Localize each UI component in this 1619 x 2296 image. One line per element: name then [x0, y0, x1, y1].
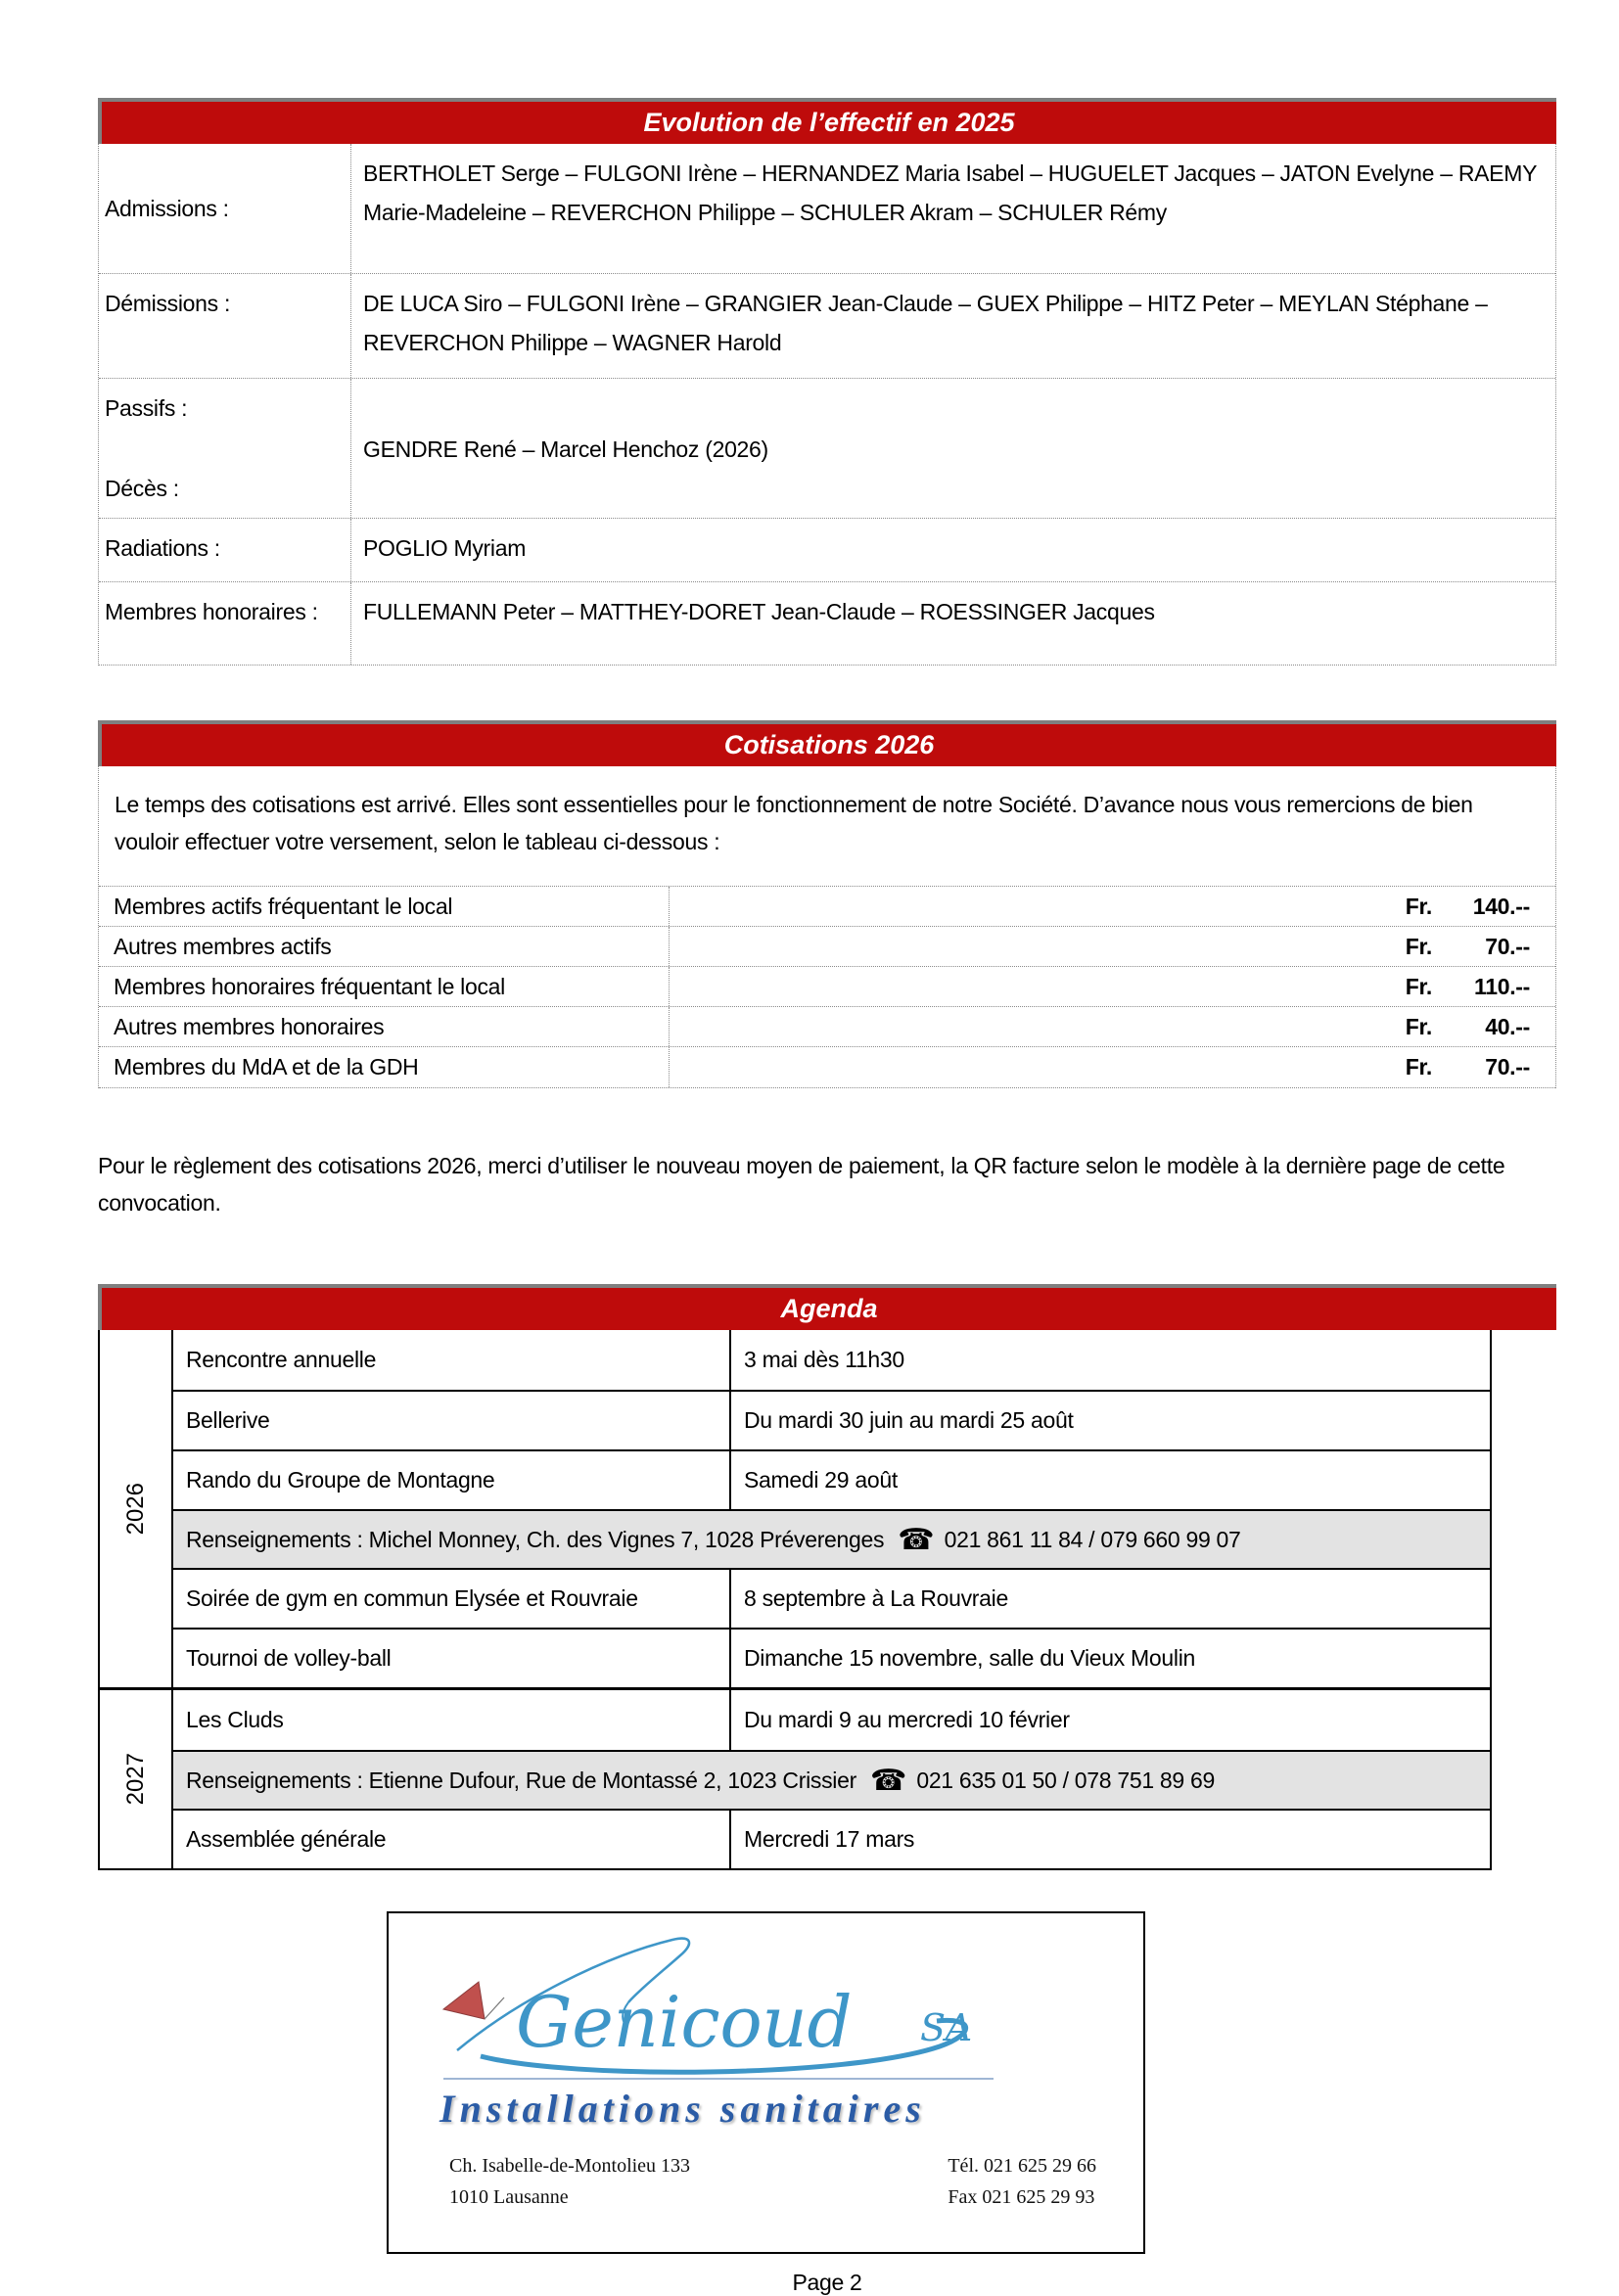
sponsor-tagline: Installations sanitaires — [439, 2087, 926, 2131]
amount: 70.-- — [1485, 1054, 1530, 1079]
event-cell: Rencontre annuelle — [173, 1330, 731, 1390]
passifs-label: Passifs : — [105, 395, 188, 421]
row-value: POGLIO Myriam — [363, 535, 527, 561]
sponsor-name: Genicoud — [516, 1981, 853, 2063]
payment-note: Pour le règlement des cotisations 2026, merci d’utiliser le nouveau moyen de paiement, la QR facture selon le modèle à la dernière page de cette convocation. — [98, 1153, 1505, 1216]
cotisations-section — [98, 720, 1556, 1088]
date-cell: Mercredi 17 mars — [731, 1809, 1490, 1868]
currency: Fr. — [1405, 933, 1432, 959]
row-label: Radiations : — [99, 519, 351, 581]
table-row — [99, 274, 1555, 379]
event-cell: Rando du Groupe de Montagne — [173, 1449, 731, 1509]
address-block — [449, 2150, 690, 2213]
event-cell: Bellerive — [173, 1390, 731, 1449]
agenda-table — [98, 1330, 1492, 1870]
page-number: Page 2 — [792, 2270, 862, 2295]
spacer — [363, 389, 1550, 430]
phone-icon: ☎ — [869, 1764, 907, 1797]
fee-amount — [670, 974, 1555, 1000]
fee-label: Membres actifs fréquentant le local — [99, 887, 670, 926]
amount: 140.-- — [1472, 893, 1530, 919]
row-label — [99, 379, 351, 518]
cotisations-body — [98, 766, 1556, 1088]
row-value: BERTHOLET Serge – FULGONI Irène – HERNANDEZ Maria Isabel – HUGUELET Jacques – JATON Evelyne – RAEMY Marie-Madeleine – REVERCHON Philippe – SCHULER Akram – SCHULER Rémy — [363, 161, 1537, 225]
fee-row — [99, 1047, 1555, 1087]
deces-label: Décès : — [105, 476, 179, 501]
fax-line: Fax 021 625 29 93 — [948, 2186, 1095, 2208]
info-cell — [173, 1509, 1490, 1568]
fee-row — [99, 927, 1555, 967]
fee-label: Autres membres honoraires — [99, 1007, 670, 1046]
fee-label: Membres honoraires fréquentant le local — [99, 967, 670, 1006]
info-phone: 021 861 11 84 / 079 660 99 07 — [944, 1526, 1241, 1552]
effectif-header — [98, 98, 1556, 144]
amount: 70.-- — [1485, 933, 1530, 959]
fee-amount — [670, 934, 1555, 960]
fee-amount — [670, 1054, 1555, 1080]
info-text: Renseignements : Etienne Dufour, Rue de Montassé 2, 1023 Crissier — [186, 1767, 856, 1793]
fee-amount — [670, 894, 1555, 920]
date-cell: Dimanche 15 novembre, salle du Vieux Moulin — [731, 1628, 1490, 1687]
row-value: FULLEMANN Peter – MATTHEY-DORET Jean-Claude – ROESSINGER Jacques — [363, 599, 1155, 624]
fee-row — [99, 887, 1555, 927]
year-label: 2027 — [121, 1753, 149, 1806]
agenda-section — [98, 1284, 1556, 1870]
row-label: Démissions : — [99, 274, 351, 378]
table-row — [99, 582, 1555, 665]
effectif-title: Evolution de l’effectif en 2025 — [643, 108, 1015, 137]
year-label: 2026 — [121, 1482, 149, 1536]
sponsor-address — [449, 2150, 1096, 2213]
divider — [443, 2078, 994, 2080]
address-line1: Ch. Isabelle-de-Montolieu 133 — [449, 2155, 691, 2177]
table-row — [99, 379, 1555, 519]
info-text: Renseignements : Michel Monney, Ch. des Vignes 7, 1028 Préverenges — [186, 1526, 885, 1552]
genicoud-logo-icon — [426, 1931, 1052, 2088]
currency: Fr. — [1405, 893, 1432, 919]
agenda-group-2026 — [100, 1330, 1490, 1687]
date-cell: Du mardi 9 au mercredi 10 février — [744, 1707, 1070, 1732]
event-cell: Soirée de gym en commun Elysée et Rouvraie — [173, 1568, 731, 1628]
amount: 110.-- — [1473, 973, 1530, 999]
deces-value: GENDRE René – Marcel Henchoz (2026) — [363, 436, 768, 462]
cotisations-intro: Le temps des cotisations est arrivé. Elles sont essentielles pour le fonctionnement de notre Société. D’avance nous vous remercions de bien vouloir effectuer votre versement, selon le tableau ci-dessous : — [115, 792, 1473, 854]
agenda-title: Agenda — [780, 1294, 878, 1323]
cotisations-title: Cotisations 2026 — [723, 730, 935, 759]
info-cell — [173, 1750, 1490, 1809]
currency: Fr. — [1405, 1013, 1432, 1039]
date-cell: 3 mai dès 11h30 — [744, 1347, 904, 1372]
row-label: Membres honoraires : — [99, 582, 351, 665]
year-cell — [100, 1690, 173, 1868]
agenda-header — [98, 1284, 1556, 1330]
effectif-section — [98, 98, 1556, 666]
table-row — [99, 144, 1555, 274]
sponsor-card — [387, 1911, 1145, 2254]
row-value — [351, 379, 1555, 518]
date-cell: 8 septembre à La Rouvraie — [731, 1568, 1490, 1628]
fee-row — [99, 967, 1555, 1007]
sponsor-suffix: SA — [920, 2006, 972, 2049]
cotisations-header — [98, 720, 1556, 766]
fee-amount — [670, 1014, 1555, 1040]
event-cell: Les Cluds — [173, 1690, 731, 1750]
year-cell — [100, 1330, 173, 1687]
agenda-group-2027 — [100, 1687, 1490, 1868]
row-value: DE LUCA Siro – FULGONI Irène – GRANGIER Jean-Claude – GUEX Philippe – HITZ Peter – MEYLAN Stéphane – REVERCHON Philippe – WAGNER Harold — [363, 291, 1488, 355]
date-cell: Samedi 29 août — [731, 1449, 1490, 1509]
address-line2: 1010 Lausanne — [449, 2186, 569, 2208]
event-cell: Tournoi de volley-ball — [173, 1628, 731, 1687]
event-cell: Assemblée générale — [173, 1809, 731, 1868]
tel-line: Tél. 021 625 29 66 — [948, 2155, 1096, 2177]
table-row — [99, 519, 1555, 582]
currency: Fr. — [1405, 973, 1432, 999]
fee-table — [99, 886, 1555, 1088]
fee-label: Membres du MdA et de la GDH — [99, 1047, 670, 1087]
fee-label: Autres membres actifs — [99, 927, 670, 966]
phone-icon: ☎ — [898, 1523, 935, 1556]
row-label: Admissions : — [99, 144, 351, 273]
contact-block — [948, 2150, 1096, 2213]
fee-row — [99, 1007, 1555, 1047]
document-page — [98, 98, 1556, 2296]
date-cell: Du mardi 30 juin au mardi 25 août — [731, 1390, 1490, 1449]
spacer — [105, 428, 345, 469]
amount: 40.-- — [1485, 1013, 1530, 1039]
effectif-table — [98, 144, 1556, 666]
info-phone: 021 635 01 50 / 078 751 89 69 — [916, 1767, 1215, 1793]
currency: Fr. — [1405, 1054, 1432, 1079]
